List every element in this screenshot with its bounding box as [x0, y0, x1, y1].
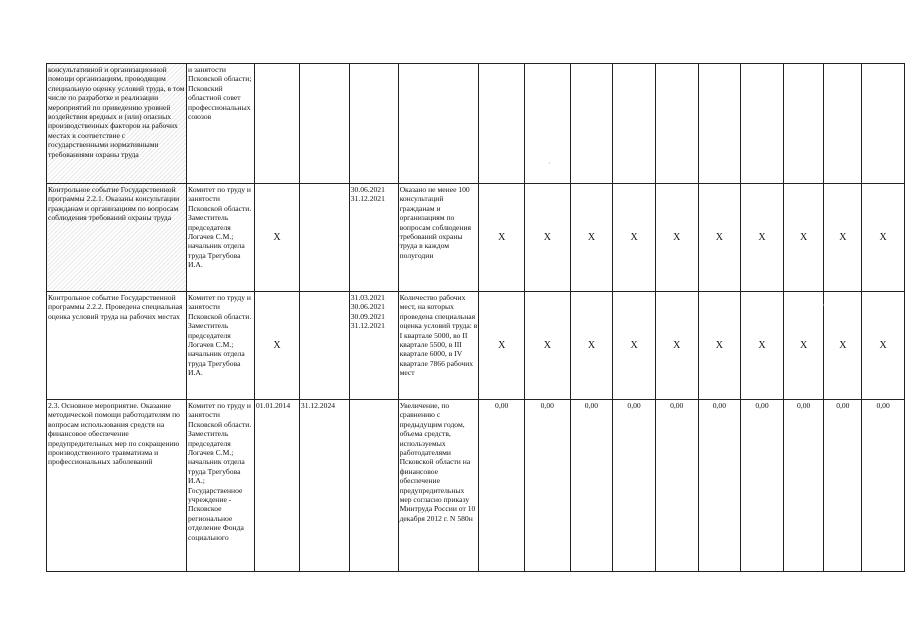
event-date-cell [349, 400, 398, 572]
value-cell: X [570, 184, 613, 292]
result-cell [398, 64, 479, 184]
start-date-cell: X [255, 292, 300, 400]
end-date-cell [299, 292, 349, 400]
value-cell: 0,00 [741, 400, 784, 572]
value-cell: X [655, 184, 698, 292]
value-cell: 0,00 [525, 400, 571, 572]
event-date-cell: 30.06.2021 31.12.2021 [349, 184, 398, 292]
event-name-cell: Контрольное событие Государственной программы 2.2.1. Оказаны консультации гражданам и организациям по вопросам соблюдения требований охраны труда [47, 184, 187, 292]
value-cell: X [479, 292, 525, 400]
value-cell: X [698, 184, 741, 292]
responsible-cell: и занятости Псковской области; Псковский областной совет профессиональных союзов [187, 64, 255, 184]
value-cell: X [862, 184, 905, 292]
value-cell: 0,00 [824, 400, 862, 572]
responsible-cell: Комитет по труду и занятости Псковской области. Заместитель председателя Логачев С.М.; начальник отдела труда Трегубова И.А.; Государственное учреждение - Псковское региональное отделение Фонда социального [187, 400, 255, 572]
value-cell: X [479, 184, 525, 292]
result-cell: Увеличение, по сравнению с предыдущим годом, объема средств, используемых работодателями Псковской области на финансовое обеспечение предупредительных мер согласно приказу Минтруда России от 10 декабря 2012 г. N 580н [398, 400, 479, 572]
table-row [47, 400, 905, 572]
value-cell [698, 64, 741, 184]
value-cell: 0,00 [862, 400, 905, 572]
value-cell: X [525, 184, 571, 292]
result-cell: Оказано не менее 100 консультаций гражданам и организациям по вопросам соблюдения требований охраны труда в каждом полугодии [398, 184, 479, 292]
plan-table [46, 63, 905, 572]
value-cell: 0,00 [613, 400, 656, 572]
value-cell: X [655, 292, 698, 400]
event-name-cell: Контрольное событие Государственной программы 2.2.2. Проведена специальная оценка условий труда на рабочих местах [47, 292, 187, 400]
value-cell: 0,00 [783, 400, 824, 572]
value-cell: 0,00 [570, 400, 613, 572]
value-cell: X [741, 184, 784, 292]
value-cell: 0,00 [698, 400, 741, 572]
event-name-cell: 2.3. Основное мероприятие. Оказание методической помощи работодателям по вопросам использования средств на финансовое обеспечение предупредительных мер по сокращению производственного травматизма и профессиональных заболеваний [47, 400, 187, 572]
scan-speck: · [822, 300, 825, 310]
event-name-cell: консультативной и организационной помощи организациям, проводящим специальную оценку условий труда, в том числе по разработке и реализации мероприятий по приведению уровней воздействия вредных и (или) опасных производственных факторов на рабочих местах в соответствие с государственными нормативными требованиями охраны труда [47, 64, 187, 184]
value-cell [655, 64, 698, 184]
start-date-cell: X [255, 184, 300, 292]
table-row [47, 64, 905, 184]
event-date-cell: 31.03.2021 30.06.2021 30.09.2021 31.12.2021 [349, 292, 398, 400]
end-date-cell: 31.12.2024 [299, 400, 349, 572]
value-cell: X [613, 292, 656, 400]
value-cell: 0,00 [479, 400, 525, 572]
start-date-cell: 01.01.2014 [255, 400, 300, 572]
value-cell [862, 64, 905, 184]
value-cell: X [741, 292, 784, 400]
result-cell: Количество рабочих мест, на которых проведена специальная оценка условий труда: в I квартале 5000, во II квартале 5500, в III квартале 6000, в IV квартале 7866 рабочих мест [398, 292, 479, 400]
event-date-cell [349, 64, 398, 184]
value-cell [741, 64, 784, 184]
start-date-cell [255, 64, 300, 184]
value-cell: X [613, 184, 656, 292]
responsible-cell: Комитет по труду и занятости Псковской области. Заместитель председателя Логачев С.М.; начальник отдела труда Трегубова И.А. [187, 292, 255, 400]
value-cell: X [525, 292, 571, 400]
value-cell [783, 64, 824, 184]
value-cell [824, 64, 862, 184]
value-cell: X [862, 292, 905, 400]
table-row [47, 184, 905, 292]
scan-speck: · [548, 158, 551, 168]
value-cell: X [698, 292, 741, 400]
value-cell: X [783, 292, 824, 400]
value-cell: X [570, 292, 613, 400]
value-cell: X [824, 184, 862, 292]
value-cell: 0,00 [655, 400, 698, 572]
value-cell: X [824, 292, 862, 400]
value-cell: X [783, 184, 824, 292]
responsible-cell: Комитет по труду и занятости Псковской области. Заместитель председателя Логачев С.М.; начальник отдела труда Трегубова И.А. [187, 184, 255, 292]
value-cell [613, 64, 656, 184]
value-cell [479, 64, 525, 184]
end-date-cell [299, 184, 349, 292]
value-cell [570, 64, 613, 184]
table-row [47, 292, 905, 400]
end-date-cell [299, 64, 349, 184]
